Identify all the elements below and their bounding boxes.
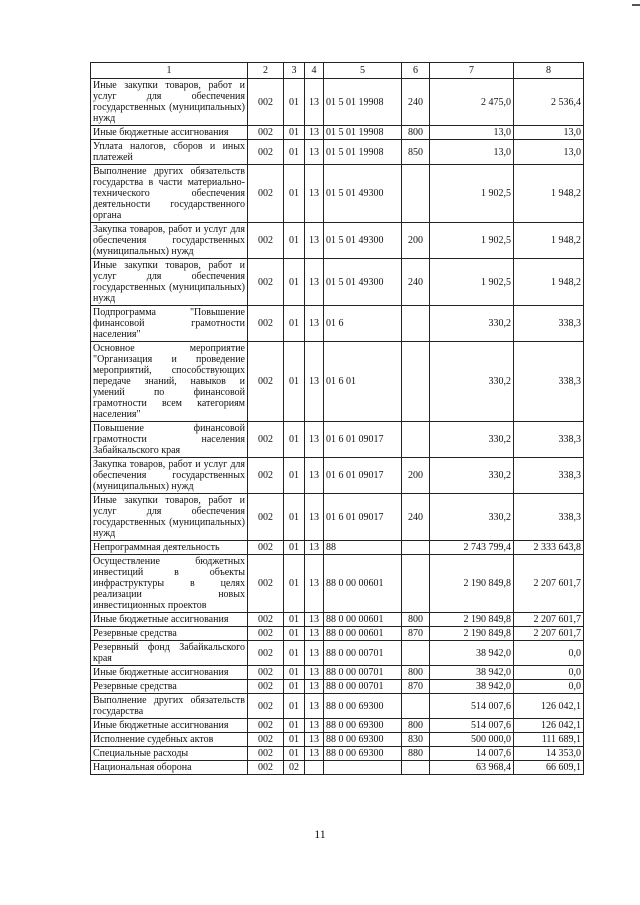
amount-year-2-cell: 2 207 601,7: [514, 627, 584, 641]
expense-name-cell: Основное мероприятие "Организация и проведение мероприятий, способствующих передаче знаний, навыков и умений по финансовой грамотности всем категориям населения": [91, 342, 248, 422]
table-row: [91, 126, 584, 140]
code-section-cell: 01: [284, 613, 305, 627]
expense-name-cell: Иные бюджетные ассигнования: [91, 126, 248, 140]
code-section-cell: 01: [284, 422, 305, 458]
table-row: [91, 641, 584, 666]
amount-year-1-cell: 14 007,6: [430, 747, 514, 761]
amount-year-2-cell: 1 948,2: [514, 259, 584, 306]
code-ministry-cell: 002: [248, 694, 284, 719]
table-row: [91, 458, 584, 494]
code-ministry-cell: 002: [248, 165, 284, 223]
code-target-article-cell: 88 0 00 00701: [324, 666, 402, 680]
amount-year-1-cell: 2 475,0: [430, 79, 514, 126]
code-expense-type-cell: 200: [402, 223, 430, 259]
table-row: [91, 79, 584, 126]
amount-year-1-cell: 38 942,0: [430, 641, 514, 666]
code-target-article-cell: [324, 761, 402, 775]
col-header: 1: [91, 63, 248, 79]
expense-name-cell: Иные закупки товаров, работ и услуг для обеспечения государственных (муниципальных) нужд: [91, 79, 248, 126]
col-header: 5: [324, 63, 402, 79]
amount-year-2-cell: 2 333 643,8: [514, 541, 584, 555]
amount-year-2-cell: 338,3: [514, 494, 584, 541]
table-row: [91, 761, 584, 775]
code-target-article-cell: 88 0 00 69300: [324, 694, 402, 719]
amount-year-1-cell: 330,2: [430, 494, 514, 541]
code-section-cell: 01: [284, 694, 305, 719]
table-row: [91, 259, 584, 306]
expense-name-cell: Специальные расходы: [91, 747, 248, 761]
code-ministry-cell: 002: [248, 761, 284, 775]
code-target-article-cell: 01 5 01 19908: [324, 79, 402, 126]
code-ministry-cell: 002: [248, 680, 284, 694]
code-ministry-cell: 002: [248, 259, 284, 306]
code-target-article-cell: 88 0 00 00701: [324, 680, 402, 694]
code-ministry-cell: 002: [248, 79, 284, 126]
table-row: [91, 494, 584, 541]
code-subsection-cell: 13: [305, 306, 324, 342]
amount-year-1-cell: 2 190 849,8: [430, 613, 514, 627]
amount-year-2-cell: 338,3: [514, 342, 584, 422]
code-expense-type-cell: 240: [402, 259, 430, 306]
code-ministry-cell: 002: [248, 126, 284, 140]
amount-year-2-cell: 126 042,1: [514, 694, 584, 719]
code-section-cell: 01: [284, 306, 305, 342]
code-section-cell: 01: [284, 126, 305, 140]
code-subsection-cell: 13: [305, 613, 324, 627]
code-subsection-cell: 13: [305, 694, 324, 719]
code-ministry-cell: 002: [248, 555, 284, 613]
code-target-article-cell: 01 5 01 49300: [324, 223, 402, 259]
table-row: [91, 694, 584, 719]
expense-name-cell: Выполнение других обязательств государства: [91, 694, 248, 719]
amount-year-2-cell: 111 689,1: [514, 733, 584, 747]
code-expense-type-cell: 850: [402, 140, 430, 165]
code-section-cell: 01: [284, 680, 305, 694]
code-subsection-cell: [305, 761, 324, 775]
code-expense-type-cell: 240: [402, 494, 430, 541]
code-ministry-cell: 002: [248, 306, 284, 342]
code-section-cell: 01: [284, 719, 305, 733]
amount-year-1-cell: 2 743 799,4: [430, 541, 514, 555]
amount-year-2-cell: 13,0: [514, 126, 584, 140]
code-section-cell: 01: [284, 555, 305, 613]
code-subsection-cell: 13: [305, 79, 324, 126]
code-target-article-cell: 88 0 00 00601: [324, 627, 402, 641]
code-subsection-cell: 13: [305, 342, 324, 422]
code-ministry-cell: 002: [248, 641, 284, 666]
expense-name-cell: Национальная оборона: [91, 761, 248, 775]
expense-name-cell: Осуществление бюджетных инвестиций в объекты инфраструктуры в целях реализации новых инвестиционных проектов: [91, 555, 248, 613]
table-row: [91, 680, 584, 694]
code-expense-type-cell: 830: [402, 733, 430, 747]
code-section-cell: 01: [284, 627, 305, 641]
code-expense-type-cell: 200: [402, 458, 430, 494]
code-expense-type-cell: [402, 342, 430, 422]
table-row: [91, 342, 584, 422]
expense-name-cell: Иные бюджетные ассигнования: [91, 613, 248, 627]
col-header: 8: [514, 63, 584, 79]
code-ministry-cell: 002: [248, 747, 284, 761]
amount-year-2-cell: 13,0: [514, 140, 584, 165]
table-row: [91, 140, 584, 165]
code-target-article-cell: 88 0 00 69300: [324, 733, 402, 747]
code-ministry-cell: 002: [248, 613, 284, 627]
header-row: [91, 63, 584, 79]
table-row: [91, 733, 584, 747]
code-subsection-cell: 13: [305, 126, 324, 140]
col-header: 4: [305, 63, 324, 79]
code-target-article-cell: 01 6: [324, 306, 402, 342]
amount-year-1-cell: 500 000,0: [430, 733, 514, 747]
amount-year-2-cell: 2 207 601,7: [514, 613, 584, 627]
expense-name-cell: Закупка товаров, работ и услуг для обеспечения государственных (муниципальных) нужд: [91, 458, 248, 494]
code-subsection-cell: 13: [305, 422, 324, 458]
table-row: [91, 306, 584, 342]
code-section-cell: 01: [284, 666, 305, 680]
code-expense-type-cell: 800: [402, 613, 430, 627]
amount-year-2-cell: 66 609,1: [514, 761, 584, 775]
table-row: [91, 719, 584, 733]
code-section-cell: 01: [284, 641, 305, 666]
code-section-cell: 01: [284, 165, 305, 223]
code-target-article-cell: 01 5 01 49300: [324, 165, 402, 223]
amount-year-2-cell: 338,3: [514, 422, 584, 458]
table-row: [91, 541, 584, 555]
amount-year-1-cell: 330,2: [430, 306, 514, 342]
code-ministry-cell: 002: [248, 422, 284, 458]
code-subsection-cell: 13: [305, 733, 324, 747]
code-target-article-cell: 01 5 01 19908: [324, 126, 402, 140]
amount-year-2-cell: 126 042,1: [514, 719, 584, 733]
code-section-cell: 01: [284, 140, 305, 165]
code-subsection-cell: 13: [305, 458, 324, 494]
code-target-article-cell: 88 0 00 00601: [324, 555, 402, 613]
code-target-article-cell: 88 0 00 69300: [324, 719, 402, 733]
expense-name-cell: Иные бюджетные ассигнования: [91, 666, 248, 680]
col-header: 7: [430, 63, 514, 79]
amount-year-1-cell: 1 902,5: [430, 259, 514, 306]
code-target-article-cell: 88 0 00 00601: [324, 613, 402, 627]
expense-name-cell: Резервные средства: [91, 627, 248, 641]
amount-year-2-cell: 2 207 601,7: [514, 555, 584, 613]
code-ministry-cell: 002: [248, 666, 284, 680]
code-section-cell: 01: [284, 733, 305, 747]
code-expense-type-cell: 870: [402, 627, 430, 641]
code-expense-type-cell: [402, 541, 430, 555]
code-expense-type-cell: [402, 555, 430, 613]
table-row: [91, 223, 584, 259]
code-section-cell: 02: [284, 761, 305, 775]
code-subsection-cell: 13: [305, 680, 324, 694]
code-subsection-cell: 13: [305, 165, 324, 223]
col-header: 3: [284, 63, 305, 79]
code-target-article-cell: 88 0 00 00701: [324, 641, 402, 666]
code-subsection-cell: 13: [305, 140, 324, 165]
code-section-cell: 01: [284, 747, 305, 761]
code-ministry-cell: 002: [248, 719, 284, 733]
amount-year-2-cell: 14 353,0: [514, 747, 584, 761]
code-subsection-cell: 13: [305, 494, 324, 541]
amount-year-1-cell: 330,2: [430, 342, 514, 422]
page-number: 11: [314, 827, 326, 841]
expense-name-cell: Непрограммная деятельность: [91, 541, 248, 555]
code-target-article-cell: 01 6 01: [324, 342, 402, 422]
code-section-cell: 01: [284, 541, 305, 555]
code-ministry-cell: 002: [248, 342, 284, 422]
amount-year-1-cell: 330,2: [430, 422, 514, 458]
table-row: [91, 666, 584, 680]
amount-year-1-cell: 514 007,6: [430, 694, 514, 719]
code-ministry-cell: 002: [248, 458, 284, 494]
expense-name-cell: Закупка товаров, работ и услуг для обеспечения государственных (муниципальных) нужд: [91, 223, 248, 259]
code-expense-type-cell: [402, 761, 430, 775]
code-subsection-cell: 13: [305, 627, 324, 641]
code-expense-type-cell: 800: [402, 719, 430, 733]
code-ministry-cell: 002: [248, 494, 284, 541]
expense-name-cell: Уплата налогов, сборов и иных платежей: [91, 140, 248, 165]
col-header: 6: [402, 63, 430, 79]
code-section-cell: 01: [284, 458, 305, 494]
code-expense-type-cell: [402, 422, 430, 458]
amount-year-1-cell: 38 942,0: [430, 666, 514, 680]
code-expense-type-cell: 880: [402, 747, 430, 761]
code-subsection-cell: 13: [305, 541, 324, 555]
code-section-cell: 01: [284, 342, 305, 422]
amount-year-1-cell: 2 190 849,8: [430, 555, 514, 613]
amount-year-1-cell: 514 007,6: [430, 719, 514, 733]
expense-name-cell: Иные закупки товаров, работ и услуг для обеспечения государственных (муниципальных) нужд: [91, 259, 248, 306]
expense-name-cell: Исполнение судебных актов: [91, 733, 248, 747]
expense-name-cell: Резервные средства: [91, 680, 248, 694]
col-header: 2: [248, 63, 284, 79]
table-row: [91, 165, 584, 223]
table-row: [91, 627, 584, 641]
amount-year-2-cell: 338,3: [514, 306, 584, 342]
code-subsection-cell: 13: [305, 747, 324, 761]
code-expense-type-cell: 240: [402, 79, 430, 126]
expense-name-cell: Повышение финансовой грамотности населения Забайкальского края: [91, 422, 248, 458]
code-target-article-cell: 01 5 01 19908: [324, 140, 402, 165]
code-ministry-cell: 002: [248, 733, 284, 747]
code-subsection-cell: 13: [305, 719, 324, 733]
amount-year-1-cell: 1 902,5: [430, 165, 514, 223]
code-expense-type-cell: 800: [402, 666, 430, 680]
code-section-cell: 01: [284, 494, 305, 541]
amount-year-2-cell: 1 948,2: [514, 223, 584, 259]
table-row: [91, 555, 584, 613]
code-ministry-cell: 002: [248, 541, 284, 555]
code-ministry-cell: 002: [248, 223, 284, 259]
amount-year-1-cell: 63 968,4: [430, 761, 514, 775]
code-target-article-cell: 01 6 01 09017: [324, 494, 402, 541]
code-ministry-cell: 002: [248, 140, 284, 165]
table-row: [91, 747, 584, 761]
amount-year-1-cell: 2 190 849,8: [430, 627, 514, 641]
code-target-article-cell: 01 6 01 09017: [324, 458, 402, 494]
expense-name-cell: Выполнение других обязательств государства в части материально-технического обеспечения деятельности государственного органа: [91, 165, 248, 223]
code-section-cell: 01: [284, 223, 305, 259]
code-subsection-cell: 13: [305, 223, 324, 259]
expense-name-cell: Резервный фонд Забайкальского края: [91, 641, 248, 666]
amount-year-1-cell: 1 902,5: [430, 223, 514, 259]
code-target-article-cell: 88: [324, 541, 402, 555]
code-subsection-cell: 13: [305, 259, 324, 306]
expense-name-cell: Иные бюджетные ассигнования: [91, 719, 248, 733]
amount-year-2-cell: 1 948,2: [514, 165, 584, 223]
amount-year-1-cell: 13,0: [430, 126, 514, 140]
code-section-cell: 01: [284, 79, 305, 126]
scan-mark: [632, 4, 640, 6]
expense-name-cell: Иные закупки товаров, работ и услуг для обеспечения государственных (муниципальных) нужд: [91, 494, 248, 541]
amount-year-2-cell: 338,3: [514, 458, 584, 494]
table-row: [91, 422, 584, 458]
code-target-article-cell: 88 0 00 69300: [324, 747, 402, 761]
amount-year-1-cell: 38 942,0: [430, 680, 514, 694]
amount-year-1-cell: 330,2: [430, 458, 514, 494]
code-ministry-cell: 002: [248, 627, 284, 641]
code-expense-type-cell: 800: [402, 126, 430, 140]
code-expense-type-cell: [402, 641, 430, 666]
code-expense-type-cell: [402, 165, 430, 223]
code-subsection-cell: 13: [305, 555, 324, 613]
code-target-article-cell: 01 5 01 49300: [324, 259, 402, 306]
amount-year-2-cell: 0,0: [514, 680, 584, 694]
amount-year-2-cell: 0,0: [514, 641, 584, 666]
code-target-article-cell: 01 6 01 09017: [324, 422, 402, 458]
amount-year-2-cell: 0,0: [514, 666, 584, 680]
code-subsection-cell: 13: [305, 641, 324, 666]
expense-name-cell: Подпрограмма "Повышение финансовой грамотности населения": [91, 306, 248, 342]
budget-table: [90, 62, 584, 775]
code-expense-type-cell: [402, 694, 430, 719]
code-subsection-cell: 13: [305, 666, 324, 680]
amount-year-1-cell: 13,0: [430, 140, 514, 165]
code-section-cell: 01: [284, 259, 305, 306]
code-expense-type-cell: 870: [402, 680, 430, 694]
code-expense-type-cell: [402, 306, 430, 342]
table-row: [91, 613, 584, 627]
amount-year-2-cell: 2 536,4: [514, 79, 584, 126]
